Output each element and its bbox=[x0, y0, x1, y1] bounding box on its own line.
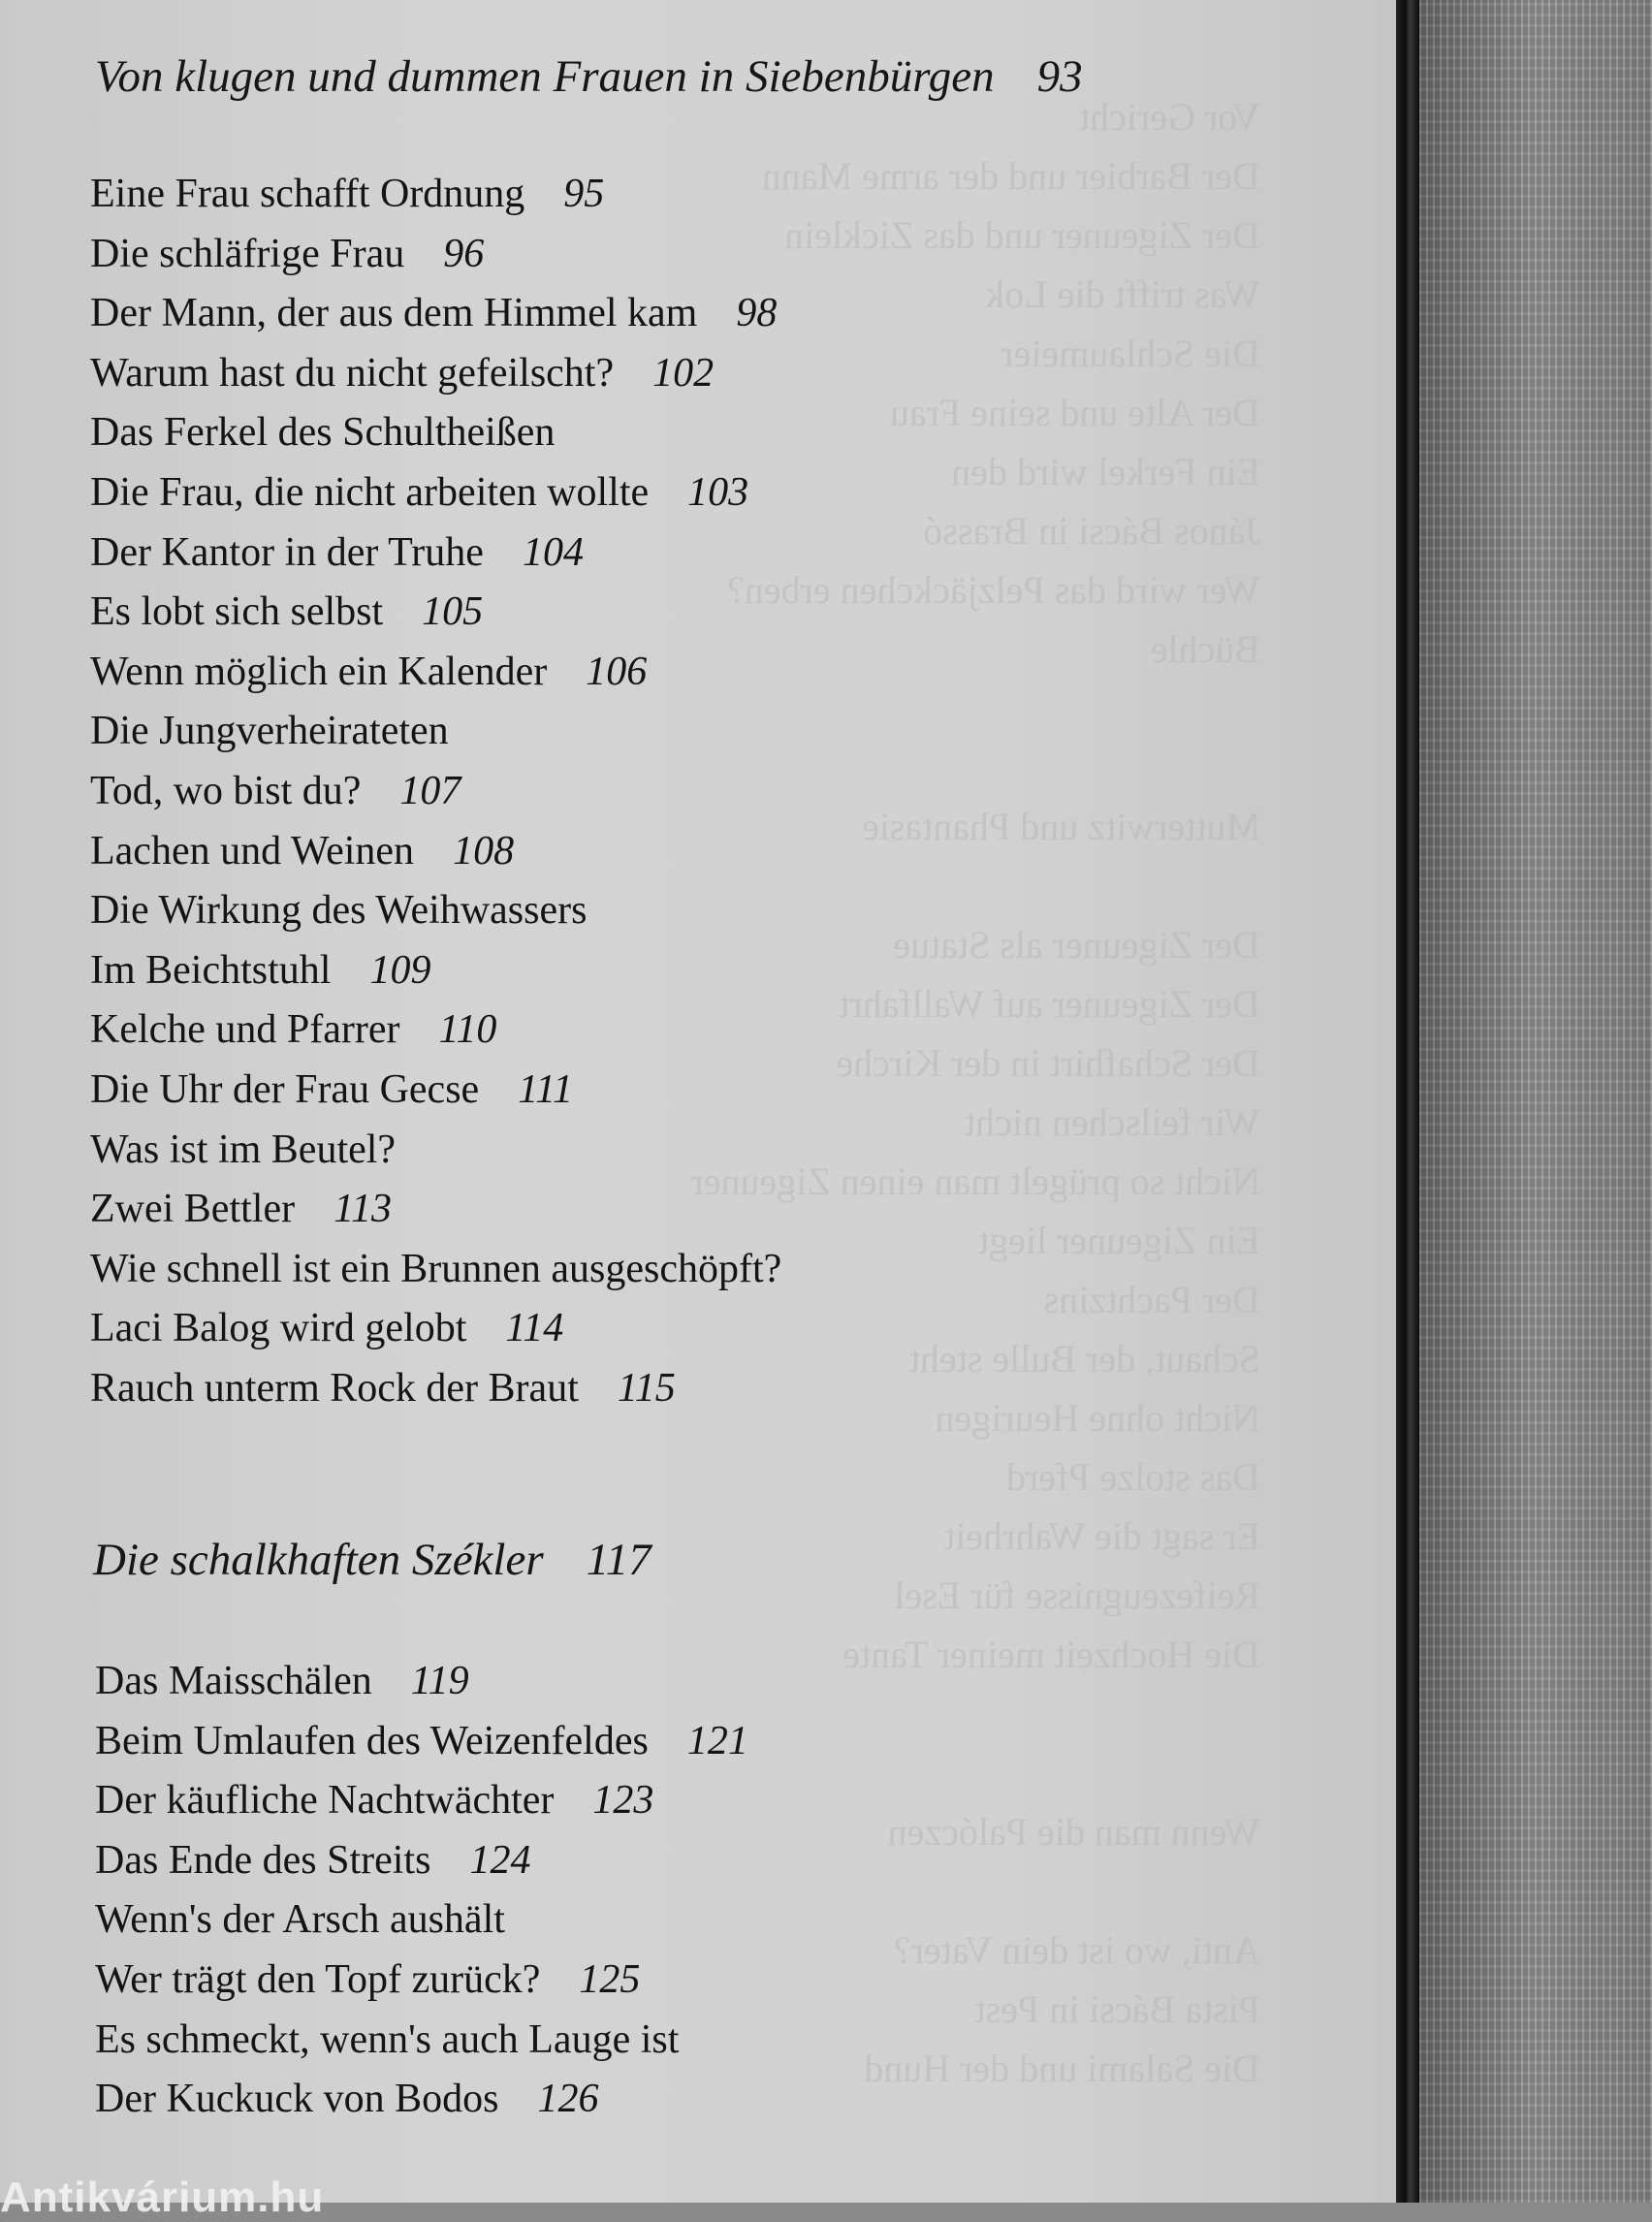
toc-entry bbox=[90, 1359, 781, 1419]
toc-entry-title: Was ist im Beutel? bbox=[90, 1127, 397, 1172]
toc-entry-title: Die schläfrige Frau bbox=[90, 231, 405, 276]
toc-entry-title: Wer trägt den Topf zurück? bbox=[95, 1956, 541, 2002]
toc-entry bbox=[90, 643, 781, 703]
bleed-line: Wir feilschen nicht bbox=[965, 1100, 1260, 1144]
toc-entry bbox=[95, 1652, 748, 1712]
bleed-line bbox=[698, 1861, 1260, 1920]
toc-entry bbox=[90, 762, 781, 822]
toc-entry-page: 107 bbox=[399, 768, 461, 813]
toc-entry-page: 123 bbox=[592, 1778, 654, 1824]
toc-entry-page: 126 bbox=[537, 2077, 599, 2122]
watermark: Antikvárium.hu bbox=[0, 2174, 325, 2221]
toc-entry-title: Tod, wo bist du? bbox=[90, 768, 362, 813]
bleed-line: Mutterwitz und Phantasie bbox=[861, 805, 1260, 848]
toc-entry-page: 95 bbox=[563, 172, 605, 216]
toc-entry-title: Die Uhr der Frau Gecse bbox=[90, 1066, 480, 1112]
toc-list-2 bbox=[95, 1652, 748, 2130]
section-title-text: Die schalkhaften Székler bbox=[93, 1535, 544, 1585]
toc-entry bbox=[90, 941, 781, 1001]
toc-entry bbox=[90, 165, 781, 225]
toc-entry-title: Rauch unterm Rock der Braut bbox=[90, 1365, 579, 1411]
toc-entry-title: Der Mann, der aus dem Himmel kam bbox=[90, 291, 698, 336]
bleed-line: Pista Bácsi in Pest bbox=[974, 1987, 1260, 2031]
bleed-line: Anti, wo ist dein Vater? bbox=[893, 1928, 1260, 1972]
toc-entry-page: 111 bbox=[518, 1066, 573, 1112]
toc-entry-title: Der Kuckuck von Bodos bbox=[95, 2077, 499, 2122]
bleed-line bbox=[698, 1743, 1260, 1802]
toc-entry bbox=[90, 225, 781, 285]
toc-entry-page: 115 bbox=[617, 1365, 676, 1411]
bleed-line: Büchle bbox=[1150, 627, 1260, 671]
toc-entry bbox=[95, 2070, 748, 2130]
bleed-line: Ein Ferkel wird den bbox=[951, 450, 1260, 493]
toc-entry-page: 104 bbox=[522, 529, 584, 575]
bleed-line: Das stolze Pferd bbox=[1005, 1455, 1260, 1499]
toc-entry bbox=[90, 1180, 781, 1240]
toc-entry-page: 109 bbox=[369, 947, 431, 993]
toc-entry-title: Warum hast du nicht gefeilscht? bbox=[90, 350, 615, 396]
section-page-number: 117 bbox=[586, 1535, 651, 1585]
toc-entry-page: 102 bbox=[652, 350, 715, 396]
bleed-line: Nicht ohne Heurigen bbox=[935, 1396, 1260, 1440]
book-cover-texture bbox=[1419, 0, 1652, 2203]
toc-entry-title: Beim Umlaufen des Weizenfeldes bbox=[95, 1718, 649, 1763]
bleed-line: Vor Gericht bbox=[1079, 95, 1260, 139]
toc-entry-title: Zwei Bettler bbox=[90, 1187, 296, 1232]
toc-entry-page: 98 bbox=[736, 291, 778, 336]
toc-entry bbox=[95, 1712, 748, 1772]
toc-entry bbox=[90, 1061, 781, 1121]
bleed-line bbox=[698, 856, 1260, 915]
bleed-line: Wenn man die Palóczen bbox=[887, 1810, 1260, 1854]
toc-entry-page: 121 bbox=[686, 1718, 748, 1763]
toc-entry-title: Die Frau, die nicht arbeiten wollte bbox=[90, 469, 650, 515]
toc-entry-title: Eine Frau schafft Ordnung bbox=[90, 172, 525, 216]
toc-entry-title: Das Maisschälen bbox=[95, 1659, 372, 1703]
toc-entry bbox=[90, 524, 781, 584]
toc-entry-page: 110 bbox=[438, 1007, 497, 1053]
toc-entry bbox=[95, 1831, 748, 1891]
toc-entry-title: Im Beichtstuhl bbox=[90, 947, 332, 993]
book-spine bbox=[1396, 0, 1419, 2203]
section-title-1 bbox=[95, 50, 1083, 103]
toc-entry-page: 103 bbox=[687, 469, 749, 515]
toc-entry bbox=[90, 344, 781, 404]
toc-entry bbox=[95, 1890, 748, 1951]
toc-entry-page: 114 bbox=[505, 1306, 564, 1351]
toc-entry-title: Der käufliche Nachtwächter bbox=[95, 1778, 555, 1824]
toc-entry-page: 125 bbox=[579, 1956, 641, 2002]
bleed-line: Die Salami und der Hund bbox=[864, 2047, 1260, 2090]
bleed-line: Der Zigeuner und das Zicklein bbox=[784, 213, 1260, 257]
toc-entry-title: Wenn's der Arsch aushält bbox=[95, 1897, 505, 1943]
section-page-number: 93 bbox=[1036, 51, 1083, 102]
toc-entry-title: Kelche und Pfarrer bbox=[90, 1007, 400, 1053]
toc-entry bbox=[90, 463, 781, 524]
toc-entry bbox=[95, 2011, 748, 2071]
bleed-line: Er sagt die Wahrheit bbox=[944, 1514, 1260, 1558]
bleed-through-text bbox=[690, 87, 1260, 2098]
toc-entry bbox=[90, 1000, 781, 1061]
toc-entry-title: Wenn möglich ein Kalender bbox=[90, 649, 548, 694]
bleed-line: Was trifft die Lok bbox=[985, 272, 1260, 316]
toc-list-1 bbox=[90, 165, 781, 1418]
toc-entry-page: 106 bbox=[586, 649, 648, 694]
toc-entry bbox=[90, 1299, 781, 1359]
toc-entry-page: 113 bbox=[334, 1187, 392, 1232]
bleed-line bbox=[698, 1684, 1260, 1743]
bleed-line: Der Zigeuner als Statue bbox=[893, 923, 1260, 967]
toc-entry bbox=[90, 822, 781, 882]
bleed-line: Der Alte und seine Frau bbox=[889, 391, 1260, 434]
toc-entry-title: Der Kantor in der Truhe bbox=[90, 529, 484, 575]
section-title-2 bbox=[93, 1534, 651, 1586]
bleed-line: Schaut, der Bulle steht bbox=[908, 1337, 1260, 1381]
toc-entry bbox=[90, 1121, 781, 1181]
bleed-line: Die Schlaumeier bbox=[1001, 332, 1260, 375]
toc-entry bbox=[90, 702, 781, 762]
bleed-line bbox=[698, 679, 1260, 738]
bleed-line: Nicht so prügelt man einen Zigeuner bbox=[690, 1159, 1260, 1203]
bleed-line: Ein Zigeuner liegt bbox=[977, 1219, 1260, 1262]
toc-entry-title: Die Wirkung des Weihwassers bbox=[90, 888, 588, 934]
bleed-line: Wer wird das Pelzjäckchen erben? bbox=[727, 568, 1260, 612]
toc-entry bbox=[90, 583, 781, 643]
section-title-text: Von klugen und dummen Frauen in Siebenbürgen bbox=[95, 51, 995, 102]
toc-entry-page: 108 bbox=[453, 828, 515, 873]
bleed-line: János Bácsi in Brassó bbox=[923, 509, 1260, 553]
toc-entry-page: 119 bbox=[410, 1659, 469, 1703]
toc-entry-title: Wie schnell ist ein Brunnen ausgeschöpft? bbox=[90, 1246, 782, 1291]
bleed-line: Der Pachtzins bbox=[1043, 1278, 1260, 1321]
toc-entry-title: Das Ende des Streits bbox=[95, 1837, 431, 1883]
bleed-line: Die Hochzeit meiner Tante bbox=[842, 1633, 1260, 1676]
toc-entry-title: Die Jungverheirateten bbox=[90, 709, 449, 754]
toc-entry bbox=[95, 1771, 748, 1831]
toc-entry-page: 124 bbox=[469, 1837, 531, 1883]
toc-entry bbox=[90, 1240, 781, 1300]
bleed-line: Reifezeugnisse für Esel bbox=[894, 1573, 1260, 1617]
toc-entry-page: 96 bbox=[443, 231, 485, 276]
toc-entry bbox=[90, 284, 781, 344]
toc-entry-title: Es lobt sich selbst bbox=[90, 589, 384, 635]
bleed-line: Der Schafhirt in der Kirche bbox=[836, 1041, 1260, 1085]
toc-entry bbox=[90, 403, 781, 463]
toc-entry bbox=[90, 881, 781, 941]
bleed-line: Der Barbier und der arme Mann bbox=[761, 154, 1260, 198]
toc-entry-title: Lachen und Weinen bbox=[90, 828, 415, 873]
toc-entry-title: Das Ferkel des Schultheißen bbox=[90, 410, 556, 456]
bleed-line bbox=[698, 738, 1260, 797]
toc-entry-page: 105 bbox=[422, 589, 484, 635]
toc-entry bbox=[95, 1951, 748, 2011]
toc-entry-title: Es schmeckt, wenn's auch Lauge ist bbox=[95, 2016, 680, 2062]
bleed-line: Der Zigeuner auf Wallfahrt bbox=[839, 982, 1260, 1026]
toc-entry-title: Laci Balog wird gelobt bbox=[90, 1306, 467, 1351]
